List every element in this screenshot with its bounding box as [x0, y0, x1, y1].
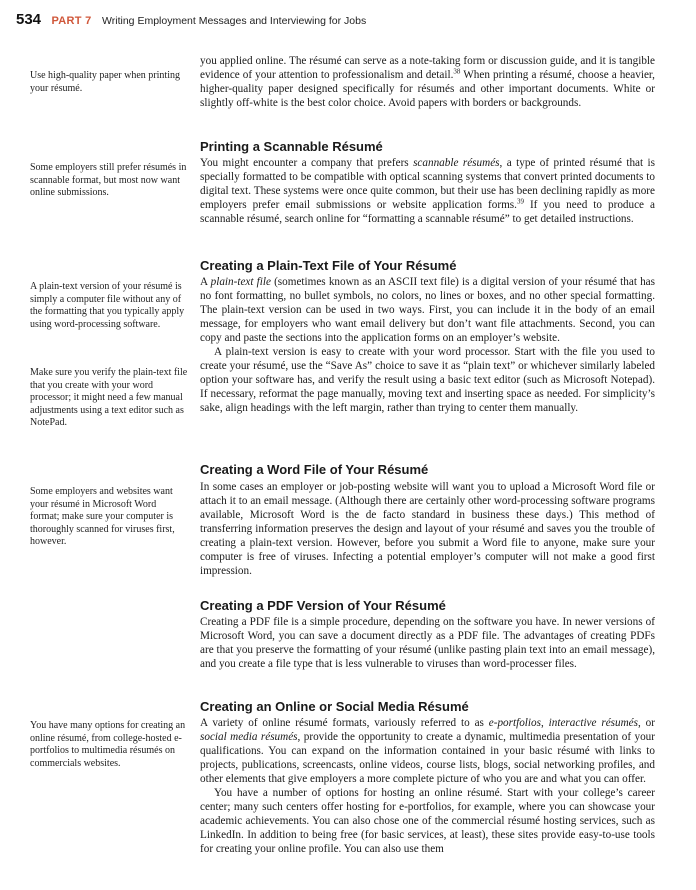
- margin-note-scannable: Some employers still prefer résumés in scannable format, but most now want online submissions.: [30, 162, 187, 199]
- margin-note-paper: Use high-quality paper when printing your résumé.: [30, 70, 180, 94]
- heading-plain-text: Creating a Plain-Text File of Your Résumé: [200, 258, 457, 273]
- term-social-media-resumes: social media résumés: [200, 730, 298, 743]
- section-plain-text-body: [200, 276, 655, 416]
- term-interactive-resumes: interactive résumés: [548, 717, 639, 729]
- part-label: PART 7: [51, 15, 92, 27]
- online-intro: A variety of online résumé formats, variously referred to as: [200, 717, 489, 729]
- intro-paragraph: [200, 55, 655, 111]
- margin-note-verify: Make sure you verify the plain-text file that you create with your word processor; it might need a few manual adjustments using a text editor such as NotePad.: [30, 367, 188, 429]
- section-pdf-body: [200, 616, 655, 672]
- online-p1: , provide the opportunity to create a dynamic, multimedia presentation of your qualifications. You can expand on the information contained in your basic résumé with links to projects, publications, screencasts, online videos, course lists, blogs, social networking profiles, and other elements that give employers a more complete picture of who you are and what you can offer.: [200, 730, 655, 785]
- section-scannable-body: [200, 157, 655, 227]
- plain-text-intro: A: [200, 276, 211, 288]
- endnote-ref: 38: [453, 67, 461, 76]
- margin-note-word-format: Some employers and websites want your résumé in Microsoft Word format; make sure your computer is thoroughly scanned for viruses first, however.: [30, 486, 175, 548]
- term-e-portfolios: e-portfolios: [488, 717, 541, 729]
- heading-word-file: Creating a Word File of Your Résumé: [200, 462, 429, 477]
- page-number: 534: [16, 11, 42, 28]
- heading-pdf: Creating a PDF Version of Your Résumé: [200, 598, 446, 613]
- section-word-file-body: [200, 481, 655, 579]
- endnote-ref: 39: [516, 197, 524, 206]
- online-p2: You have a number of options for hosting an online résumé. Start with your college’s career center; many such centers offer hosting for e-portfolios, for example, where you can showcase your academic achievements. You can also chose one of the commercial résumé hosting services, such as LinkedIn. In addition to being free (for basic services, at least), these sites provide easy-to-use tools for creating your online profile. You can also use them: [200, 786, 655, 855]
- intro-text: you applied online. The résumé can serve as a note-taking form or discussion guide, and it is tangible evidence of your attention to professionalism and detail.: [200, 55, 655, 81]
- scannable-text-continued: , a type of printed résumé that is specially formatted to be compatible with optical scanning systems that convert printed documents to digital text. These systems were once quite common, but their use has been declining rapidly as more employers prefer email submissions or website application forms.: [200, 157, 656, 211]
- plain-text-p1: (sometimes known as an ASCII text file) is a digital version of your résumé that has no font formatting, no bullet symbols, no colors, no lines or boxes, and no other special formatting. The plain-text version can be used in two ways. First, you can include it in the body of an email message, for employers who want email delivery but don’t want file attachments. Second, you can copy and paste the sections into the application forms on an employer’s website.: [200, 276, 655, 344]
- margin-note-online-options: You have many options for creating an online résumé, from college-hosted e-portfolios to multimedia résumés on commercials websites.: [30, 720, 186, 769]
- margin-note-plain-text: A plain-text version of your résumé is simply a computer file without any of the formatting that you typically apply using word-processing software.: [30, 281, 185, 330]
- heading-online: Creating an Online or Social Media Résumé: [200, 699, 469, 714]
- section-online-body: [200, 717, 655, 857]
- term-scannable-resumes: scannable résumés: [413, 157, 500, 169]
- word-file-p1: In some cases an employer or job-posting website will want you to upload a Microsoft Word file or attach it to an email message. (Although there are certainly other word-processing software programs available, Microsoft Word is the de facto standard in business these days.) This method of transferring information preserves the design and layout of your résumé and saves you the trouble of creating a plain-text version. However, before you submit a Word file to anyone, make sure your computer is free of viruses. Infecting a potential employer’s computer will not make a good first impression.: [200, 481, 655, 577]
- scannable-text: You might encounter a company that prefers: [200, 157, 414, 169]
- separator: ,: [540, 717, 549, 729]
- running-header: [16, 11, 366, 29]
- intro-text-continued: When printing a résumé, choose a heavier, higher-quality paper designed specifically for résumés and other important documents. White or slightly off-white is the best color choice. Avoid papers with borders or backgrounds.: [200, 68, 655, 109]
- chapter-title: Writing Employment Messages and Interviewing for Jobs: [102, 15, 367, 27]
- pdf-p1: Creating a PDF file is a simple procedure, depending on the software you have. In newer versions of Microsoft Word, you can save a document directly as a PDF file. The advantages of creating PDFs are that you preserve the formatting of your résumé (unlike pasting plain text into an email message), and you create a file type that is less vulnerable to viruses than word-processer files.: [200, 616, 655, 670]
- plain-text-p2: A plain-text version is easy to create with your word processor. Start with the file you used to create your résumé, use the “Save As” choice to save it as “plain text” or whichever similarly labeled option your software has, and verify the result using a basic text editor (such as Microsoft Notepad). If necessary, reformat the page manually, moving text and inserting space as needed. For simplicity’s sake, align headings with the left margin, rather than trying to center them manually.: [200, 345, 655, 414]
- term-plain-text-file: plain-text file: [210, 276, 271, 288]
- separator: , or: [638, 717, 655, 729]
- heading-scannable: Printing a Scannable Résumé: [200, 139, 383, 154]
- scannable-text-end: If you need to produce a scannable résumé, search online for “formatting a scannable résumé” to get detailed instructions.: [200, 198, 655, 225]
